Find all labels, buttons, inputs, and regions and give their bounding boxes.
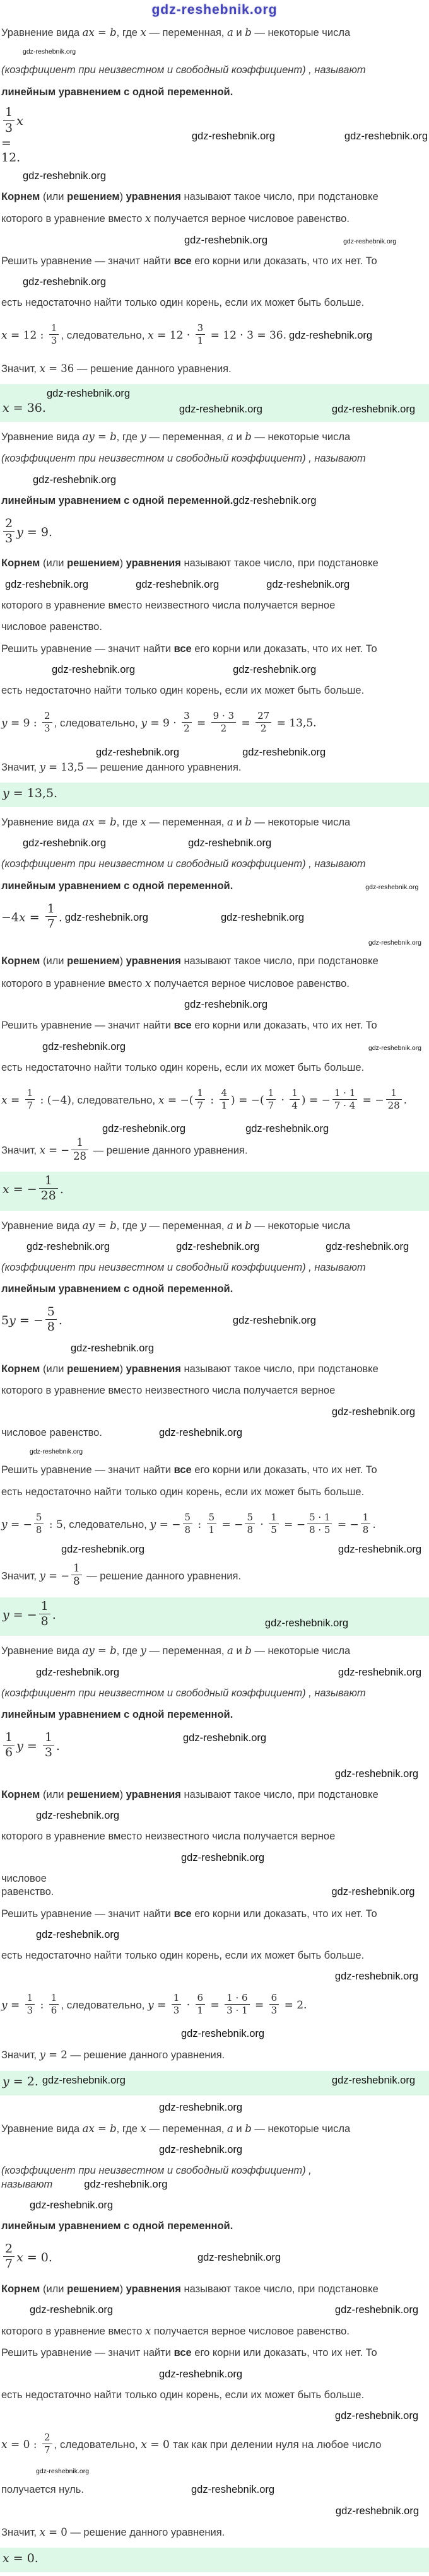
watermark: gdz-reshebnik.org (102, 1123, 186, 1135)
root-definition-continued-2: числовое равенство. gdz-reshebnik.org (1, 1872, 415, 1898)
watermark: gdz-reshebnik.org (47, 388, 131, 400)
watermark: gdz-reshebnik.org (266, 578, 350, 590)
answer-band (0, 783, 429, 807)
solve-meaning-continued: есть недостаточно найти только один корень, если их может быть больше. (1, 1949, 365, 1961)
equation-line: $\frac{1}{3}$ x = 12. (1, 105, 23, 165)
watermark: gdz-reshebnik.org (84, 2178, 168, 2190)
watermark: gdz-reshebnik.org (64, 911, 148, 923)
watermark: gdz-reshebnik.org (42, 2074, 126, 2086)
root-definition-continued: которого в уравнение вместо x получается верное числовое равенство. (1, 977, 350, 989)
root-definition-continued: которого в уравнение вместо x получается верное числовое равенство. (1, 2325, 350, 2338)
watermark: gdz-reshebnik.org (30, 2304, 114, 2316)
coefficient-line: (коэффициент при неизвестном и свободный коэффициент) , называют (1, 453, 366, 465)
root-definition-continued-2: числовое равенство. (1, 621, 102, 633)
root-definition-line: Корнем (или решением) уравнения называют такое число, при подстановке (1, 1363, 379, 1375)
watermark: gdz-reshebnik.org (36, 1666, 120, 1678)
coefficient-line: (коэффициент при неизвестном и свободный коэффициент) , называют (1, 64, 366, 76)
problem-block-1 (1, 26, 428, 422)
coefficient-line: (коэффициент при неизвестном и свободный коэффициент) , называют (1, 858, 366, 870)
coefficient-line: (коэффициент при неизвестном и свободный коэффициент) , называют gdz-reshebnik.org (1, 2165, 312, 2190)
watermark: gdz-reshebnik.org (159, 2144, 243, 2156)
linear-term-line: линейным уравнением с одной переменной. (1, 2220, 233, 2232)
watermark: gdz-reshebnik.org (368, 1044, 421, 1052)
watermark: gdz-reshebnik.org (365, 883, 419, 891)
solve-meaning-continued: есть недостаточно найти только один корень, если их может быть больше. (1, 1061, 365, 1073)
solution-line: x = 0 : $\frac{2}{7}$ , следовательно, x = 0 так как при делении нуля на любое число (1, 2432, 382, 2456)
watermark: gdz-reshebnik.org (179, 404, 262, 416)
answer-band (0, 1597, 429, 1636)
equation-line: 5y = − $\frac{5}{8}$ . (1, 1305, 62, 1334)
watermark: gdz-reshebnik.org (23, 170, 107, 182)
solution-line: y = 9 : $\frac{2}{3}$ , следовательно, y = 9 · $\frac{3}{2}$ = $\frac{9 \cdot 3}{2}$ = $\frac{27}{2}$ = 13,5. (1, 710, 317, 735)
conclusion-line: Значит, y = 13,5 — решение данного уравнения. (1, 761, 242, 773)
watermark: gdz-reshebnik.org (23, 48, 76, 56)
solve-meaning-continued: есть недостаточно найти только один корень, если их может быть больше. (1, 1486, 365, 1498)
answer-line: x = − $\frac{1}{28}$ . (3, 1173, 64, 1203)
solution-continued: получается нуль. gdz-reshebnik.org (1, 2484, 275, 2496)
equation-line: $\frac{2}{3}$ y = 9. (1, 518, 52, 547)
watermark: gdz-reshebnik.org (23, 276, 107, 288)
definition-line: Уравнение вида ay = b, где y — переменная, a и b — некоторые числа (1, 1219, 351, 1232)
watermark: gdz-reshebnik.org (96, 746, 180, 758)
solve-meaning-line: Решить уравнение — значит найти все его корни или доказать, что их нет. То (1, 255, 377, 267)
watermark: gdz-reshebnik.org (343, 237, 397, 245)
watermark: gdz-reshebnik.org (331, 1886, 415, 1898)
watermark: gdz-reshebnik.org (232, 1315, 316, 1327)
solve-meaning-line: Решить уравнение — значит найти все его корни или доказать, что их нет. То (1, 1464, 377, 1476)
watermark: gdz-reshebnik.org (334, 1768, 418, 1780)
solve-meaning-line: Решить уравнение — значит найти все его корни или доказать, что их нет. То (1, 2347, 377, 2359)
watermark: gdz-reshebnik.org (335, 2505, 419, 2517)
watermark: gdz-reshebnik.org (334, 2410, 418, 2422)
conclusion-line: Значит, x = 36 — решение данного уравнения. (1, 362, 232, 375)
watermark: gdz-reshebnik.org (233, 664, 317, 676)
definition-line: Уравнение вида ax = b, где x — переменная, a и b — некоторые числа (1, 26, 351, 38)
watermark: gdz-reshebnik.org (331, 404, 415, 416)
watermark: gdz-reshebnik.org (344, 130, 428, 142)
watermark: gdz-reshebnik.org (233, 494, 317, 506)
solve-meaning-line: Решить уравнение — значит найти все его корни или доказать, что их нет. То (1, 643, 377, 655)
watermark: gdz-reshebnik.org (42, 1040, 126, 1052)
watermark: gdz-reshebnik.org (30, 2200, 114, 2212)
watermark: gdz-reshebnik.org (159, 2368, 243, 2380)
watermark: gdz-reshebnik.org (191, 130, 275, 142)
solution-line: x = $\frac{1}{7}$ : (−4), следовательно, x = −( $\frac{1}{7}$ : $\frac{4}{1}$ ) = −( $\frac{1}{7}$ · $\frac{1}{4}$ ) = − $\frac{1 \cdot 1}{7 \cdot 4}$ = − $\frac{1}{28}$ . (1, 1087, 408, 1111)
conclusion-line: Значит, y = − $\frac{1}{8}$ — решение данного уравнения. (1, 1562, 242, 1588)
watermark: gdz-reshebnik.org (220, 911, 305, 923)
root-definition-line: Корнем (или решением) уравнения называют такое число, при подстановке (1, 2283, 379, 2295)
watermark: gdz-reshebnik.org (188, 837, 272, 849)
watermark: gdz-reshebnik.org (264, 1617, 348, 1629)
watermark: gdz-reshebnik.org (184, 999, 268, 1011)
solve-meaning-line: Решить уравнение — значит найти все его корни или доказать, что их нет. То (1, 1020, 377, 1032)
answer-line: x = 0. (3, 2551, 38, 2566)
watermark: gdz-reshebnik.org (26, 1240, 110, 1252)
solution-line: x = 12 : $\frac{1}{3}$ , следовательно, x = 12 · $\frac{3}{1}$ = 12 · 3 = 36. (1, 322, 287, 347)
watermark: gdz-reshebnik.org (289, 330, 373, 342)
watermark: gdz-reshebnik.org (331, 2074, 415, 2086)
coefficient-line: (коэффициент при неизвестном и свободный коэффициент) , называют (1, 1261, 366, 1273)
linear-term-line: линейным уравнением с одной переменной. gdz-reshebnik.org (1, 880, 419, 892)
definition-line: Уравнение вида ax = b, где x — переменная, a и b — некоторые числа (1, 2122, 351, 2135)
watermark: gdz-reshebnik.org (23, 837, 107, 849)
watermark: gdz-reshebnik.org (36, 1928, 120, 1940)
root-definition-line: Корнем (или решением) уравнения называют такое число, при подстановке (1, 955, 379, 967)
solve-meaning-continued: есть недостаточно найти только один корень, если их может быть больше. (1, 2389, 365, 2401)
definition-line: Уравнение вида ay = b, где y — переменная, a и b — некоторые числа (1, 431, 351, 443)
root-definition-continued-2: числовое равенство. gdz-reshebnik.org (1, 1426, 243, 1438)
linear-term-line: линейным уравнением с одной переменной. (1, 1709, 233, 1721)
watermark: gdz-reshebnik.org (36, 1810, 120, 1822)
watermark: gdz-reshebnik.org (61, 1544, 145, 1555)
problem-block-6 (1, 2102, 428, 2572)
watermark: gdz-reshebnik.org (338, 1666, 421, 1678)
watermark: gdz-reshebnik.org (181, 2028, 265, 2040)
solve-meaning-continued: есть недостаточно найти только один корень, если их может быть больше. (1, 685, 365, 697)
equation-line: $\frac{1}{6}$ y = $\frac{1}{3}$ . (1, 1732, 60, 1761)
watermark: gdz-reshebnik.org (33, 474, 117, 486)
watermark: gdz-reshebnik.org (197, 2252, 281, 2264)
solution-line: y = $\frac{1}{3}$ : $\frac{1}{6}$ , следовательно, y = $\frac{1}{3}$ · $\frac{6}{1}$ = $\frac{1 \cdot 6}{3 \cdot 1}$ = $\frac{6}{3}$ = 2. (1, 1992, 307, 2016)
watermark: gdz-reshebnik.org (242, 746, 326, 758)
watermark: gdz-reshebnik.org (184, 234, 268, 246)
equation-line: −4x = $\frac{1}{7}$ . (1, 901, 62, 931)
watermark: gdz-reshebnik.org (71, 1342, 155, 1354)
root-definition-line: Корнем (или решением) уравнения называют такое число, при подстановке (1, 190, 379, 202)
linear-term-line: линейным уравнением с одной переменной. (1, 1283, 233, 1295)
watermark: gdz-reshebnik.org (158, 1426, 243, 1438)
answer-line: x = 36. (3, 401, 46, 416)
root-definition-continued: которого в уравнение вместо неизвестного числа получается верное (1, 1385, 336, 1397)
conclusion-line: Значит, x = 0 — решение данного уравнения. (1, 2526, 225, 2538)
watermark: gdz-reshebnik.org (338, 1544, 421, 1555)
solution-line: y = − $\frac{5}{8}$ : 5, следовательно, y = − $\frac{5}{8}$ : $\frac{5}{1}$ = − $\frac{5}{8}$ · $\frac{1}{5}$ = − $\frac{5 \cdot 1}{8 \cdot 5}$ = − $\frac{1}{8}$ . (1, 1511, 376, 1536)
watermark: gdz-reshebnik.org (245, 1123, 329, 1135)
linear-term-line: линейным уравнением с одной переменной.gdz-reshebnik.org (1, 494, 317, 506)
problem-block-3 (1, 815, 428, 1211)
answer-band (0, 2071, 429, 2095)
watermark: gdz-reshebnik.org (136, 578, 220, 590)
answer-band (0, 2548, 429, 2572)
definition-line: Уравнение вида ay = b, где y — переменная, a и b — некоторые числа (1, 1645, 351, 1657)
watermark: gdz-reshebnik.org (182, 1732, 267, 1744)
watermark: gdz-reshebnik.org (30, 1448, 83, 1456)
coefficient-line: (коэффициент при неизвестном и свободный коэффициент) , называют (1, 1687, 366, 1699)
watermark: gdz-reshebnik.org (331, 1406, 415, 1418)
watermark: gdz-reshebnik.org (326, 1240, 409, 1252)
problem-block-5 (1, 1644, 428, 2095)
watermark: gdz-reshebnik.org (176, 1240, 260, 1252)
conclusion-line: Значит, y = 2 — решение данного уравнения. (1, 2049, 225, 2061)
root-definition-continued: которого в уравнение вместо неизвестного числа получается верное (1, 1831, 336, 1843)
root-definition-line: Корнем (или решением) уравнения называют такое число, при подстановке (1, 557, 379, 569)
watermark: gdz-reshebnik.org (181, 1851, 265, 1863)
definition-line: Уравнение вида ax = b, где x — переменная, a и b — некоторые числа (1, 815, 351, 828)
site-logo: gdz-reshebnik.org (151, 3, 278, 17)
solve-meaning-continued: есть недостаточно найти только один корень, если их может быть больше. (1, 297, 365, 309)
conclusion-line: Значит, x = − $\frac{1}{28}$ — решение данного уравнения. (1, 1136, 248, 1162)
problem-block-4 (1, 1219, 428, 1636)
root-definition-continued: которого в уравнение вместо x получается верное числовое равенство. (1, 213, 350, 225)
watermark: gdz-reshebnik.org (159, 2101, 243, 2113)
watermark: gdz-reshebnik.org (36, 2468, 90, 2476)
root-definition-line: Корнем (или решением) уравнения называют такое число, при подстановке (1, 1788, 379, 1800)
watermark: gdz-reshebnik.org (52, 664, 136, 676)
watermark: gdz-reshebnik.org (191, 2484, 275, 2496)
watermark: gdz-reshebnik.org (368, 939, 421, 947)
root-definition-continued: которого в уравнение вместо неизвестного числа получается верное (1, 599, 336, 611)
answer-line: y = 13,5. (3, 786, 58, 800)
linear-term-line: линейным уравнением с одной переменной. (1, 86, 233, 98)
watermark: gdz-reshebnik.org (334, 1971, 418, 1983)
solve-meaning-line: Решить уравнение — значит найти все его корни или доказать, что их нет. То (1, 1908, 377, 1920)
answer-line: y = 2. (3, 2074, 38, 2089)
answer-band (0, 384, 429, 422)
equation-line: $\frac{2}{7}$ x = 0. (1, 2244, 52, 2273)
problem-block-2 (1, 430, 428, 807)
watermark: gdz-reshebnik.org (334, 2304, 418, 2316)
answer-band (0, 1172, 429, 1211)
answer-line: y = − $\frac{1}{8}$ . (3, 1599, 56, 1629)
watermark: gdz-reshebnik.org (5, 578, 89, 590)
